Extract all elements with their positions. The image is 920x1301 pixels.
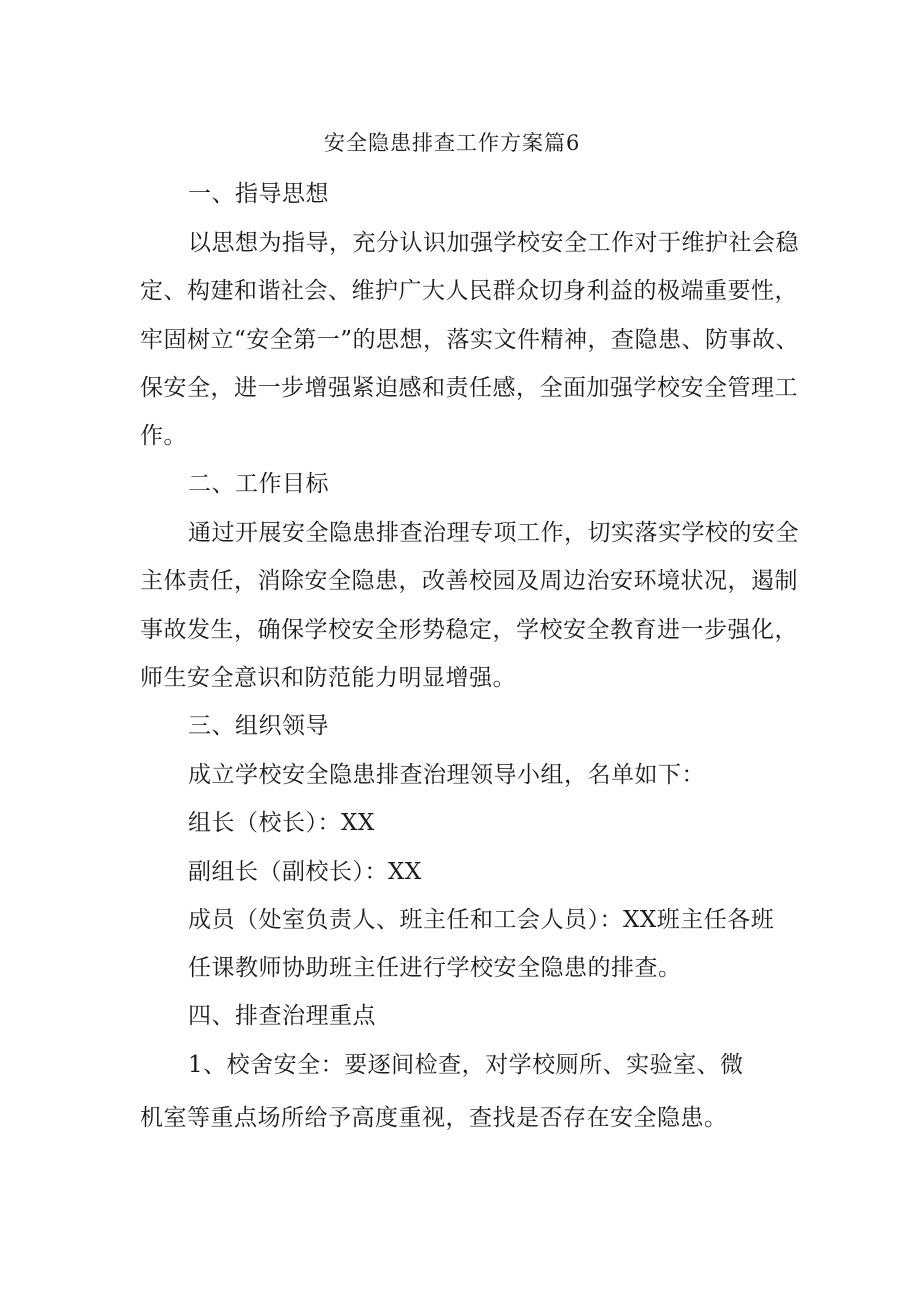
section-heading: 四、排查治理重点 xyxy=(188,1003,376,1029)
paragraph-line: 以思想为指导，充分认识加强学校安全工作对于维护社会稳 xyxy=(188,230,799,256)
paragraph-line: 成员（处室负责人、班主任和工会人员）：XX班主任各班 xyxy=(188,907,775,933)
paragraph-line: 师生安全意识和防范能力明显增强。 xyxy=(140,665,516,691)
section-heading: 三、组织领导 xyxy=(188,713,329,739)
paragraph-line: 1、校舍安全：要逐间检查，对学校厕所、实验室、微 xyxy=(188,1052,744,1078)
paragraph-line: 事故发生，确保学校安全形势稳定，学校安全教育进一步强化， xyxy=(140,617,798,643)
section-heading: 二、工作目标 xyxy=(188,471,329,497)
paragraph-line: 成立学校安全隐患排查治理领导小组，名单如下： xyxy=(188,762,705,788)
paragraph-line: 保安全，进一步增强紧迫感和责任感，全面加强学校安全管理工 xyxy=(140,375,798,401)
paragraph-line: 定、构建和谐社会、维护广大人民群众切身利益的极端重要性， xyxy=(140,278,798,304)
paragraph-line: 副组长（副校长）：XX xyxy=(188,859,422,885)
document-title: 安全隐患排查工作方案篇6 xyxy=(324,131,581,155)
paragraph-line: 通过开展安全隐患排查治理专项工作，切实落实学校的安全 xyxy=(188,520,799,546)
section-heading: 一、指导思想 xyxy=(188,181,329,207)
paragraph-line: 牢固树立“安全第一”的思想，落实文件精神，查隐患、防事故、 xyxy=(140,327,800,353)
paragraph-line: 机室等重点场所给予高度重视，查找是否存在安全隐患。 xyxy=(140,1105,728,1131)
paragraph-line: 任课教师协助班主任进行学校安全隐患的排查。 xyxy=(188,955,682,981)
paragraph-line: 主体责任，消除安全隐患，改善校园及周边治安环境状况，遏制 xyxy=(140,568,798,594)
paragraph-line: 作。 xyxy=(140,423,187,449)
paragraph-line: 组长（校长）：XX xyxy=(188,810,375,836)
